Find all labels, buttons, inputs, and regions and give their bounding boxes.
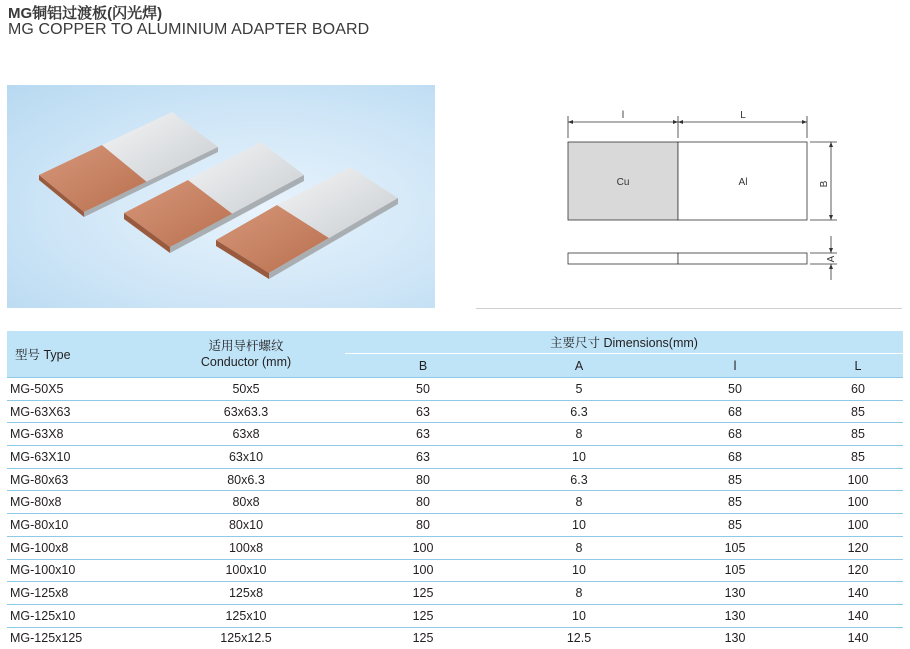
cell-conductor: 125x10 <box>147 604 345 627</box>
cell-dim-B: 125 <box>345 627 501 649</box>
cell-conductor: 100x10 <box>147 559 345 582</box>
side-view-aluminium <box>678 253 807 264</box>
page-title-cn: MG铜铝过渡板(闪光焊) <box>8 2 162 23</box>
cell-dim-B: 125 <box>345 582 501 605</box>
table-row <box>7 423 903 446</box>
cell-dim-A: 6.3 <box>501 468 657 491</box>
cell-type: MG-63X8 <box>7 423 147 446</box>
cell-dim-L: 85 <box>813 400 903 423</box>
table-row <box>7 400 903 423</box>
cell-dim-L: 100 <box>813 491 903 514</box>
cell-dim-A: 8 <box>501 423 657 446</box>
cell-dim-l: 85 <box>657 491 813 514</box>
cell-dim-L: 120 <box>813 559 903 582</box>
cell-dim-A: 10 <box>501 604 657 627</box>
dimension-drawing <box>565 108 855 288</box>
cell-dim-l: 105 <box>657 559 813 582</box>
cell-conductor: 63x63.3 <box>147 400 345 423</box>
table-row <box>7 559 903 582</box>
cell-dim-l: 130 <box>657 582 813 605</box>
cell-conductor: 63x10 <box>147 446 345 469</box>
cell-dim-l: 130 <box>657 604 813 627</box>
cell-dim-A: 10 <box>501 514 657 537</box>
table-row <box>7 627 903 649</box>
header-conductor <box>147 331 345 378</box>
cell-dim-L: 85 <box>813 446 903 469</box>
table-row <box>7 536 903 559</box>
header-col-B: B <box>345 354 501 378</box>
header-col-L: L <box>813 354 903 378</box>
header-col-A: A <box>501 354 657 378</box>
cell-dim-L: 140 <box>813 604 903 627</box>
table-row <box>7 446 903 469</box>
al-label: Al <box>739 177 748 188</box>
cell-dim-B: 80 <box>345 468 501 491</box>
cell-conductor: 100x8 <box>147 536 345 559</box>
cell-conductor: 80x10 <box>147 514 345 537</box>
side-view-copper <box>568 253 678 264</box>
spec-table <box>7 331 903 649</box>
cell-dim-B: 100 <box>345 536 501 559</box>
spec-table-body <box>7 378 903 649</box>
cell-dim-A: 5 <box>501 378 657 401</box>
cell-type: MG-80x63 <box>7 468 147 491</box>
cell-dim-A: 8 <box>501 536 657 559</box>
cell-dim-l: 68 <box>657 446 813 469</box>
cell-dim-A: 12.5 <box>501 627 657 649</box>
cell-type: MG-125x8 <box>7 582 147 605</box>
header-type: 型号 Type <box>7 331 147 378</box>
table-row <box>7 378 903 401</box>
cell-dim-A: 6.3 <box>501 400 657 423</box>
cell-dim-B: 63 <box>345 423 501 446</box>
cell-dim-B: 50 <box>345 378 501 401</box>
cell-type: MG-125x10 <box>7 604 147 627</box>
cell-dim-B: 80 <box>345 491 501 514</box>
cell-dim-A: 8 <box>501 491 657 514</box>
cell-dim-l: 105 <box>657 536 813 559</box>
cell-dim-B: 100 <box>345 559 501 582</box>
cell-dim-B: 125 <box>345 604 501 627</box>
cell-type: MG-80x10 <box>7 514 147 537</box>
table-row <box>7 491 903 514</box>
separator-line <box>476 308 902 309</box>
cell-dim-B: 80 <box>345 514 501 537</box>
table-row <box>7 582 903 605</box>
cell-dim-A: 10 <box>501 446 657 469</box>
header-conductor-cn: 适用导杆螺纹 <box>147 338 345 354</box>
cell-type: MG-100x8 <box>7 536 147 559</box>
cell-conductor: 63x8 <box>147 423 345 446</box>
cell-dim-L: 140 <box>813 627 903 649</box>
cell-dim-A: 10 <box>501 559 657 582</box>
cell-conductor: 50x5 <box>147 378 345 401</box>
cell-conductor: 80x8 <box>147 491 345 514</box>
cell-type: MG-50X5 <box>7 378 147 401</box>
cell-dim-l: 68 <box>657 400 813 423</box>
cell-dim-L: 100 <box>813 468 903 491</box>
dim-label-L: L <box>740 110 746 121</box>
cell-dim-l: 130 <box>657 627 813 649</box>
header-col-l: l <box>657 354 813 378</box>
cell-dim-L: 140 <box>813 582 903 605</box>
cell-conductor: 80x6.3 <box>147 468 345 491</box>
table-row <box>7 468 903 491</box>
table-row <box>7 514 903 537</box>
page-title-en: MG COPPER TO ALUMINIUM ADAPTER BOARD <box>8 21 369 39</box>
cell-dim-l: 85 <box>657 514 813 537</box>
product-photo <box>7 85 435 308</box>
cell-dim-l: 50 <box>657 378 813 401</box>
cell-type: MG-80x8 <box>7 491 147 514</box>
cell-type: MG-63X63 <box>7 400 147 423</box>
cell-dim-L: 120 <box>813 536 903 559</box>
cell-dim-B: 63 <box>345 400 501 423</box>
dim-label-l: l <box>622 110 624 121</box>
cell-dim-l: 85 <box>657 468 813 491</box>
cu-label: Cu <box>617 177 630 188</box>
cell-dim-L: 60 <box>813 378 903 401</box>
cell-conductor: 125x12.5 <box>147 627 345 649</box>
header-conductor-en: Conductor (mm) <box>147 354 345 370</box>
cell-dim-L: 85 <box>813 423 903 446</box>
header-dimensions: 主要尺寸 Dimensions(mm) <box>345 331 903 354</box>
cell-type: MG-63X10 <box>7 446 147 469</box>
table-row <box>7 604 903 627</box>
dim-label-A: A <box>826 255 837 262</box>
cell-type: MG-125x125 <box>7 627 147 649</box>
cell-dim-B: 63 <box>345 446 501 469</box>
cell-dim-A: 8 <box>501 582 657 605</box>
cell-type: MG-100x10 <box>7 559 147 582</box>
cell-conductor: 125x8 <box>147 582 345 605</box>
dim-label-B: B <box>819 180 830 187</box>
cell-dim-L: 100 <box>813 514 903 537</box>
cell-dim-l: 68 <box>657 423 813 446</box>
